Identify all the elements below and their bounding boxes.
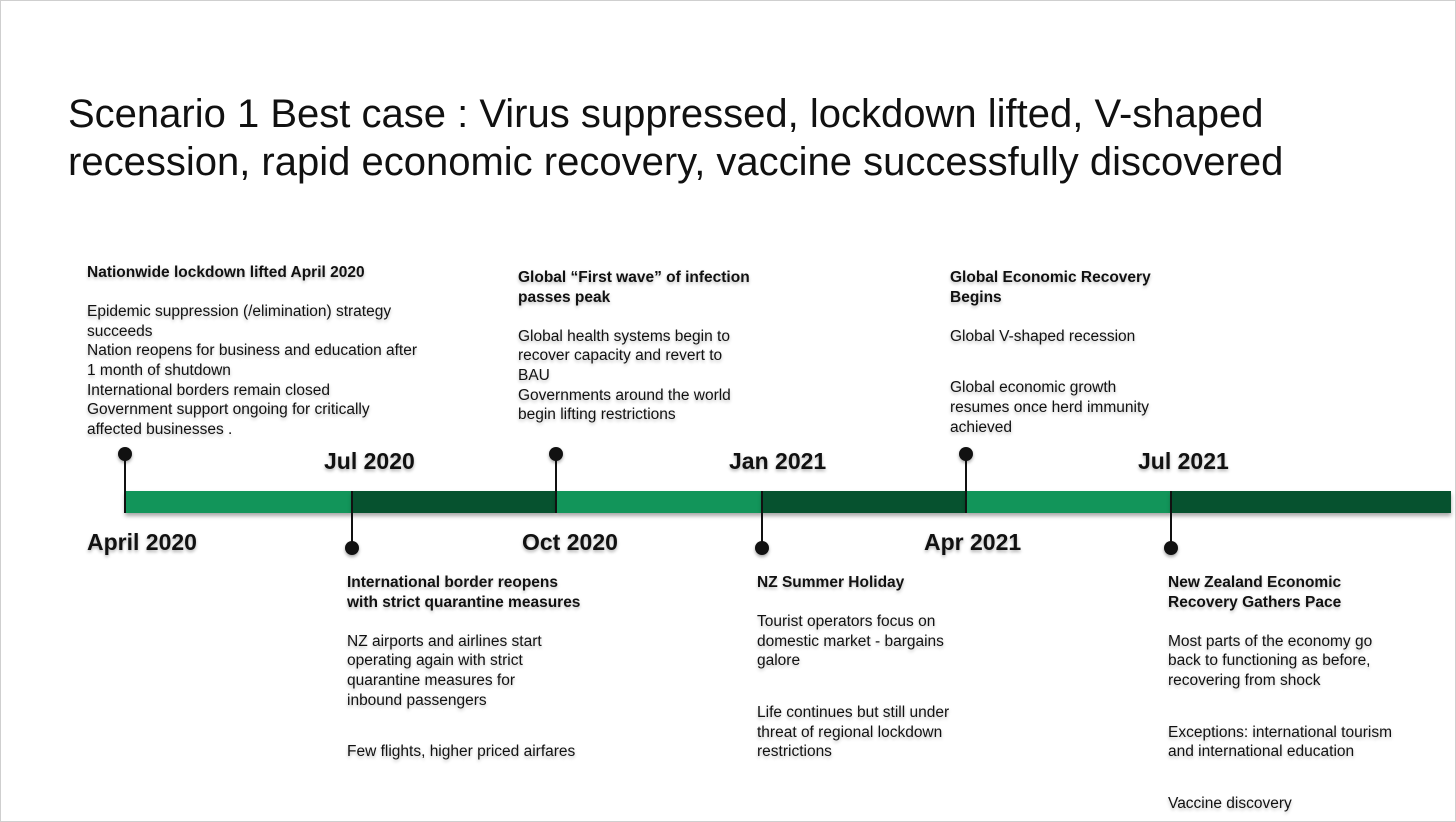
event-jul-2020-para-1: NZ airports and airlines start operating again with strict quarantine measures for inbound passengers: [347, 632, 542, 709]
event-april-2020-heading: Nationwide lockdown lifted April 2020: [87, 264, 365, 281]
title-line-1: Scenario 1 Best case : Virus suppressed, lockdown lifted, V-shaped: [68, 92, 1264, 136]
event-oct-2020-line-2: Governments around the world begin lifting restrictions: [518, 386, 731, 424]
date-label-oct-2020: Oct 2020: [522, 529, 618, 555]
marker-stem-jan-2021: [761, 491, 763, 548]
marker-dot-jul-2021: [1164, 541, 1178, 555]
date-label-april-2020: April 2020: [87, 529, 197, 555]
date-label-apr-2021: Apr 2021: [924, 529, 1022, 555]
title-line-2: recession, rapid economic recovery, vaccine successfully discovered: [68, 140, 1284, 184]
event-april-2020-line-2: Nation reopens for business and education after 1 month of shutdown: [87, 342, 418, 379]
marker-stem-apr-2021: [965, 454, 967, 513]
date-label-jan-2021: Jan 2021: [729, 448, 827, 474]
event-jul-2021-para-1: Most parts of the economy go back to functioning as before, recovering from shock: [1168, 632, 1373, 689]
event-jan-2021-para-1: Tourist operators focus on domestic market - bargains galore: [757, 613, 944, 670]
timeline-segment-oct-2020-jan-2021: [556, 491, 762, 513]
event-oct-2020-heading: Global “First wave” of infection passes peak: [518, 269, 750, 306]
timeline-segment-apr-jul-2020: [125, 491, 352, 513]
event-apr-2021-para-2: Global economic growth resumes once herd immunity achieved: [950, 379, 1149, 436]
event-jan-2021: [757, 573, 972, 762]
timeline-segment-jul-2021-onward: [1171, 491, 1451, 513]
event-jul-2020-heading: International border reopens with strict quarantine measures: [347, 574, 581, 611]
event-apr-2021: [950, 268, 1170, 437]
event-jul-2021-para-3: Vaccine discovery: [1168, 794, 1292, 812]
event-jan-2021-heading: NZ Summer Holiday: [757, 574, 905, 591]
event-jul-2020-para-2: Few flights, higher priced airfares: [347, 743, 576, 761]
timeline-segment-apr-jul-2021: [966, 491, 1171, 513]
marker-stem-jul-2020: [351, 491, 353, 548]
timeline-segment-jul-oct-2020: [352, 491, 556, 513]
marker-stem-oct-2020: [555, 454, 557, 513]
marker-dot-oct-2020: [549, 447, 563, 461]
marker-stem-jul-2021: [1170, 491, 1172, 548]
event-april-2020-line-4: Government support ongoing for critically affected businesses .: [87, 401, 370, 438]
marker-dot-april-2020: [118, 447, 132, 461]
event-jul-2021: [1168, 573, 1418, 813]
slide-title: [68, 90, 1368, 186]
marker-dot-jul-2020: [345, 541, 359, 555]
event-apr-2021-para-1: Global V-shaped recession: [950, 327, 1136, 345]
event-jul-2021-para-2: Exceptions: international tourism and international education: [1168, 723, 1393, 761]
event-april-2020: [87, 263, 427, 439]
event-oct-2020: [518, 268, 753, 425]
marker-dot-jan-2021: [755, 541, 769, 555]
event-april-2020-line-3: International borders remain closed: [87, 381, 330, 399]
marker-dot-apr-2021: [959, 447, 973, 461]
marker-stem-april-2020: [124, 454, 126, 513]
event-jan-2021-para-2: Life continues but still under threat of regional lockdown restrictions: [757, 703, 950, 761]
date-label-jul-2020: Jul 2020: [324, 448, 415, 474]
date-label-jul-2021: Jul 2021: [1138, 448, 1229, 474]
event-oct-2020-line-1: Global health systems begin to recover capacity and revert to BAU: [518, 327, 730, 384]
timeline-segment-jan-apr-2021: [762, 491, 966, 513]
event-jul-2020: [347, 573, 592, 762]
event-jul-2021-heading: New Zealand Economic Recovery Gathers Pace: [1168, 574, 1342, 611]
event-apr-2021-heading: Global Economic Recovery Begins: [950, 269, 1151, 306]
event-april-2020-line-1: Epidemic suppression (/elimination) strategy succeeds: [87, 303, 392, 340]
